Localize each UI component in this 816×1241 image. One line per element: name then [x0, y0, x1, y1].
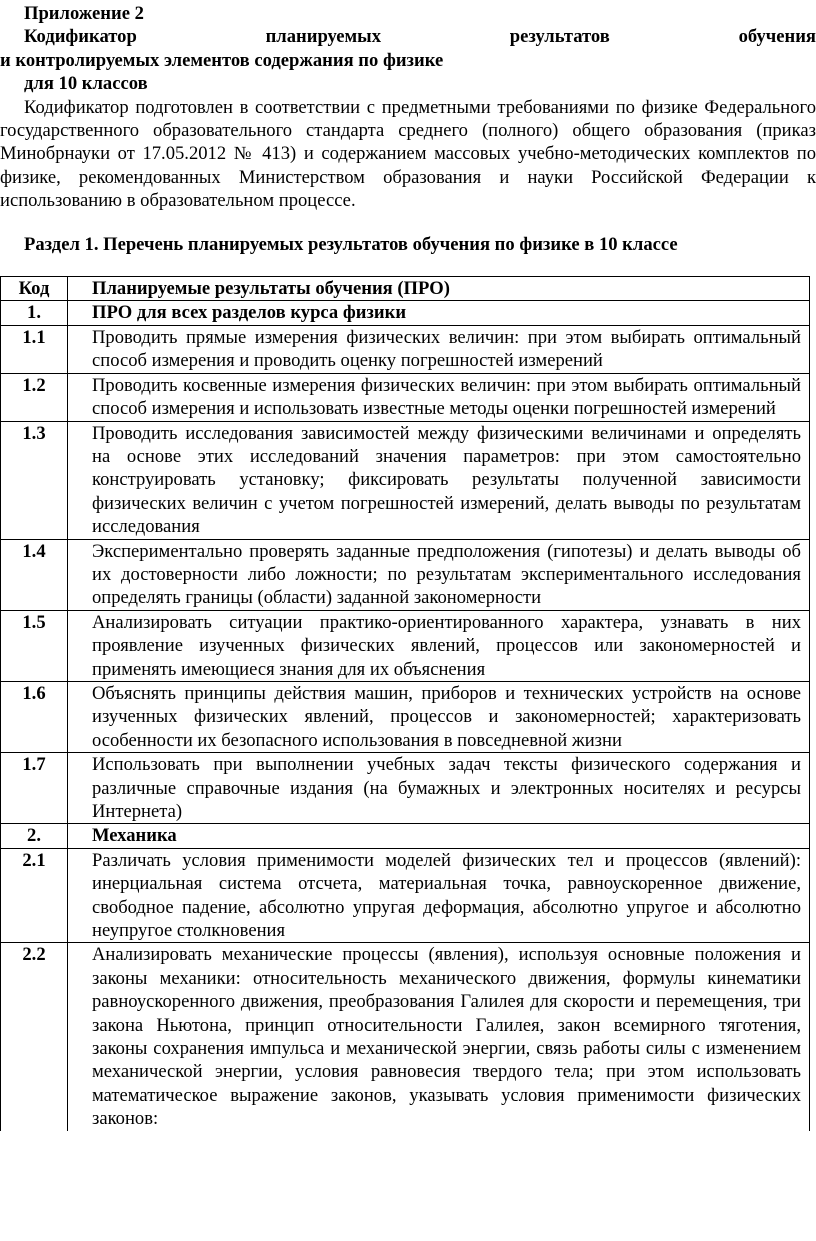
row-text: ПРО для всех разделов курса физики: [68, 301, 810, 325]
row-text: Проводить косвенные измерения физических величин: при этом выбирать оптимальный способ измерения и использовать известные методы оценки погрешностей измерений: [68, 373, 810, 421]
table-row: [1, 610, 810, 681]
table-row: [1, 301, 810, 325]
codifier-subtitle: и контролируемых элементов содержания по физике: [0, 49, 444, 71]
table-row: [1, 848, 810, 943]
row-code: 1.3: [1, 421, 68, 539]
appendix-label: Приложение 2: [24, 3, 144, 24]
row-text: Проводить прямые измерения физических величин: при этом выбирать оптимальный способ измерения и проводить оценку погрешностей измерений: [68, 325, 810, 373]
table-row: [1, 421, 810, 539]
intro-text: Кодификатор подготовлен в соответствии с предметными требованиями по физике Федерального государственного образовательного стандарта среднего (полного) общего образования (приказ Минобрнауки от 17.05.2012 № 413) и содержанием массовых учебно-методических комплектов по физике, рекомендованных Министерством образования и науки Российской Федерации к использованию в образовательном процессе.: [0, 96, 816, 212]
table-row: [1, 943, 810, 1131]
row-text: Анализировать механические процессы (явления), используя основные положения и законы механики: относительность механического движения, формулы кинематики равноускоренного движения, преобразования Галилея для скорости и перемещения, три закона Ньютона, принцип относительности Галилея, закон всемирного тяготения, законы сохранения импульса и механической энергии, связь работы силы с изменением механической энергии, условия равновесия твердого тела; при этом использовать математическое выражение законов, указывать условия применимости физических законов:: [68, 943, 810, 1131]
row-code: 1.7: [1, 753, 68, 824]
appendix-title: [0, 2, 816, 96]
results-table: [0, 276, 810, 1131]
row-code: 2.1: [1, 848, 68, 943]
row-text: Механика: [68, 824, 810, 848]
row-text: Использовать при выполнении учебных задач тексты физического содержания и различные справочные издания (на бумажных и электронных носителях и ресурсы Интернета): [68, 753, 810, 824]
grade-label: для 10 классов: [24, 73, 148, 95]
header-code: Код: [1, 277, 68, 301]
table-row: [1, 539, 810, 610]
row-code: 2.2: [1, 943, 68, 1131]
row-code: 1.: [1, 301, 68, 325]
table-header-row: [1, 277, 810, 301]
table-row: [1, 373, 810, 421]
table-row: [1, 824, 810, 848]
header-text: Планируемые результаты обучения (ПРО): [68, 277, 810, 301]
row-text: Различать условия применимости моделей физических тел и процессов (явлений): инерциальная система отсчета, материальная точка, равноускоренное движение, свободное падение, абсолютно упругая деформация, абсолютно упругое и абсолютно неупругое столкновения: [68, 848, 810, 943]
row-code: 1.5: [1, 610, 68, 681]
title-word: Кодификатор: [24, 26, 137, 48]
table-row: [1, 753, 810, 824]
codifier-title-line: [0, 25, 816, 48]
document-page: [0, 2, 816, 1131]
row-code: 1.1: [1, 325, 68, 373]
row-code: 2.: [1, 824, 68, 848]
title-word: результатов: [509, 26, 610, 48]
row-code: 1.2: [1, 373, 68, 421]
title-word: планируемых: [265, 26, 381, 48]
row-text: Анализировать ситуации практико-ориентированного характера, узнавать в них проявление изученных физических явлений, процессов или закономерностей и применять имеющиеся знания для их объяснения: [68, 610, 810, 681]
row-code: 1.6: [1, 681, 68, 752]
intro-paragraph: [0, 96, 816, 213]
section-title: Раздел 1. Перечень планируемых результатов обучения по физике в 10 классе: [24, 233, 678, 255]
row-text: Проводить исследования зависимостей между физическими величинами и определять на основе этих исследований значения параметров: при этом самостоятельно конструировать установку; фиксировать результаты полученной зависимости физических величин с учетом погрешностей измерений, делать выводы по результатам исследования: [68, 421, 810, 539]
title-word: обучения: [738, 26, 816, 48]
row-code: 1.4: [1, 539, 68, 610]
table-row: [1, 681, 810, 752]
row-text: Объяснять принципы действия машин, приборов и технических устройств на основе изученных физических явлений, процессов и закономерностей; характеризовать особенности их безопасного использования в повседневной жизни: [68, 681, 810, 752]
table-row: [1, 325, 810, 373]
row-text: Экспериментально проверять заданные предположения (гипотезы) и делать выводы об их достоверности либо ложности; по результатам экспериментального исследования определять границы (области) заданной закономерности: [68, 539, 810, 610]
